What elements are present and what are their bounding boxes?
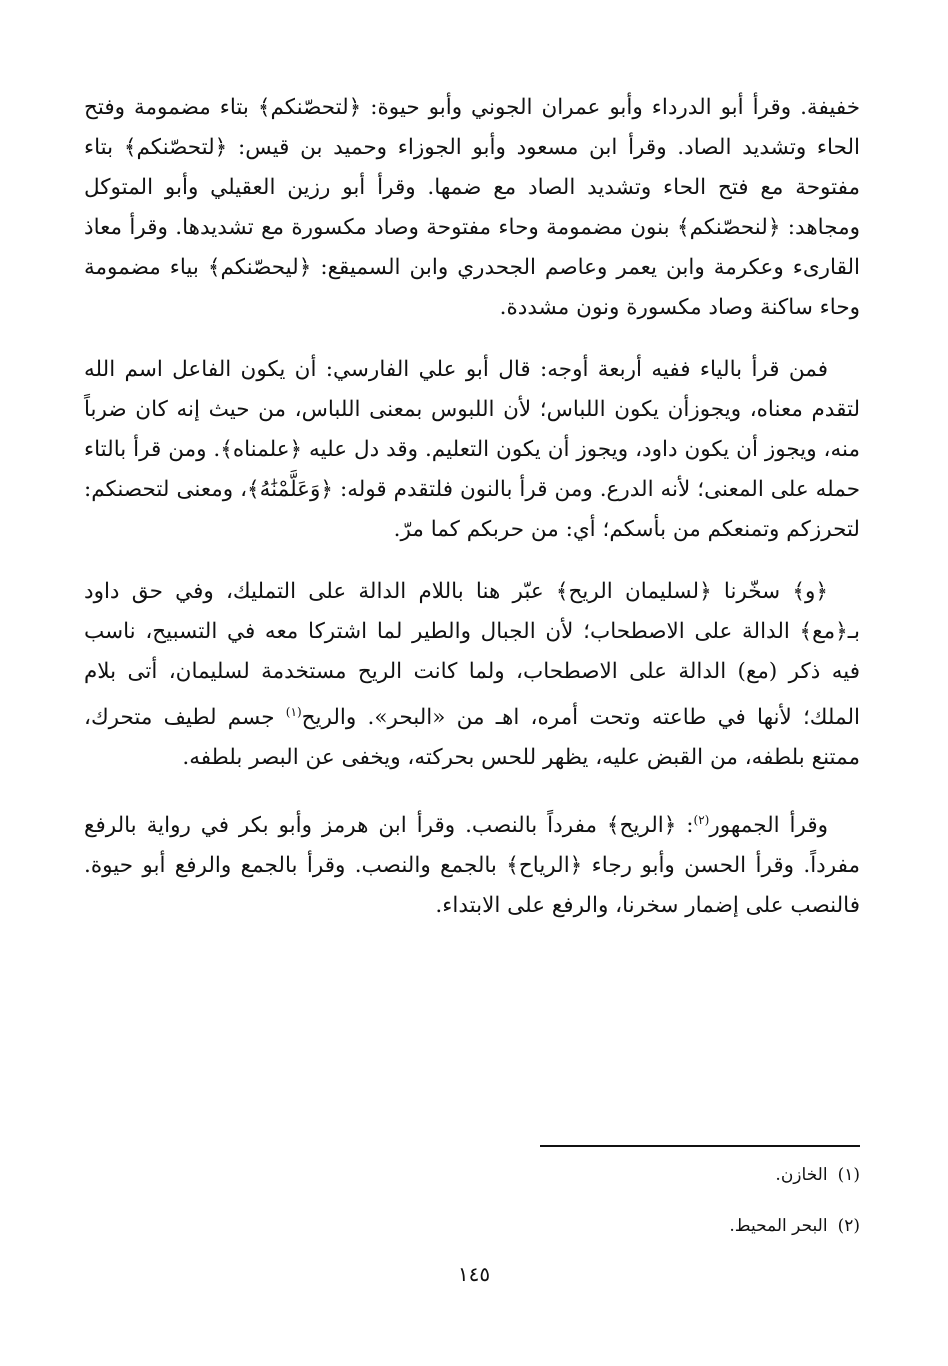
footnotes (260, 1163, 860, 1265)
paragraph-wind-sulayman-tail: جسم لطيف متحرك، ممتنع بلطفه، من القبض عليه، يظهر للحس بحركته، ويخفى عن البصر بلطفه. (84, 705, 860, 771)
paragraph-wind-sulayman (84, 572, 860, 778)
footnote-divider (540, 1145, 860, 1147)
footnote-ref-2[interactable]: (٢) (693, 813, 710, 828)
paragraph-wind-sulayman-text: ﴿و﴾ سخّرنا ﴿لسليمان الريح﴾ عبّر هنا باللام الدالة على التمليك، وفي حق داود بـ﴿مع﴾ الدالة على الاصطحاب؛ لأن الجبال والطير لما اشتركا معه في التسبيح، ناسب فيه ذكر (مع) الدالة على الاصطحاب، ولما كانت الريح مستخدمة لسليمان، أتى بلام الملك؛ لأنها في طاعته وتحت أمره، اهـ من «البحر». والريح (84, 579, 860, 731)
paragraph-four-aspects: فمن قرأ بالياء ففيه أربعة أوجه: قال أبو علي الفارسي: أن يكون الفاعل اسم الله لتقدم معناه، ويجوزأن يكون اللباس؛ لأن اللبوس بمعنى اللباس، من حيث إنه كان ضرباً منه، ويجوز أن يكون داود، ويجوز أن يكون التعليم. وقد دل عليه ﴿علمناه﴾. ومن قرأ بالتاء حمله على المعنى؛ لأنه الدرع. ومن قرأ بالنون فلتقدم قوله: ﴿وَعَلَّمْنَٰهُ﴾، ومعنى لتحصنكم: لتحرزكم وتمنعكم من بأسكم؛ أي: من حربكم كما مرّ. (84, 357, 860, 542)
footnote-2 (260, 1214, 860, 1238)
page-number: ١٤٥ (457, 1262, 491, 1286)
footnote-1 (260, 1163, 860, 1187)
footnote-2-number: (٢) (837, 1216, 860, 1236)
footnote-1-number: (١) (837, 1165, 860, 1185)
paragraph-majority-reading-text: وقرأ الجمهور (709, 813, 829, 839)
page-body (84, 88, 860, 926)
footnote-ref-1[interactable]: (١) (285, 705, 302, 719)
paragraph-majority-reading-tail: : ﴿الريح﴾ مفرداً بالنصب. وقرأ ابن هرمز وأبو بكر في رواية بالرفع مفرداً. وقرأ الحسن وأبو رجاء ﴿الرياح﴾ بالجمع والنصب. وقرأ بالجمع والرفع أبو حيوة. فالنصب على إضمار سخرنا، والرفع على الابتداء. (84, 813, 860, 919)
paragraph-readings: خفيفة. وقرأ أبو الدرداء وأبو عمران الجوني وأبو حيوة: ﴿لتحصّنكم﴾ بتاء مضمومة وفتح الحاء وتشديد الصاد. وقرأ ابن مسعود وأبو الجوزاء وحميد بن قيس: ﴿لتحصّنكم﴾ بتاء مفتوحة مع فتح الحاء وتشديد الصاد مع ضمها. وقرأ أبو رزين العقيلي وأبو المتوكل ومجاهد: ﴿لنحصّنكم﴾ بنون مضمومة وحاء مفتوحة وصاد مكسورة مع تشديدها. وقرأ معاذ القارىء وعكرمة وابن يعمر وعاصم الجحدري وابن السميقع: ﴿ليحصّنكم﴾ بياء مضمومة وحاء ساكنة وصاد مكسورة ونون مشددة. (84, 95, 860, 320)
footnote-2-text: البحر المحيط. (729, 1216, 828, 1236)
footnote-1-text: الخازن. (775, 1165, 828, 1185)
paragraph-majority-reading (84, 800, 860, 926)
